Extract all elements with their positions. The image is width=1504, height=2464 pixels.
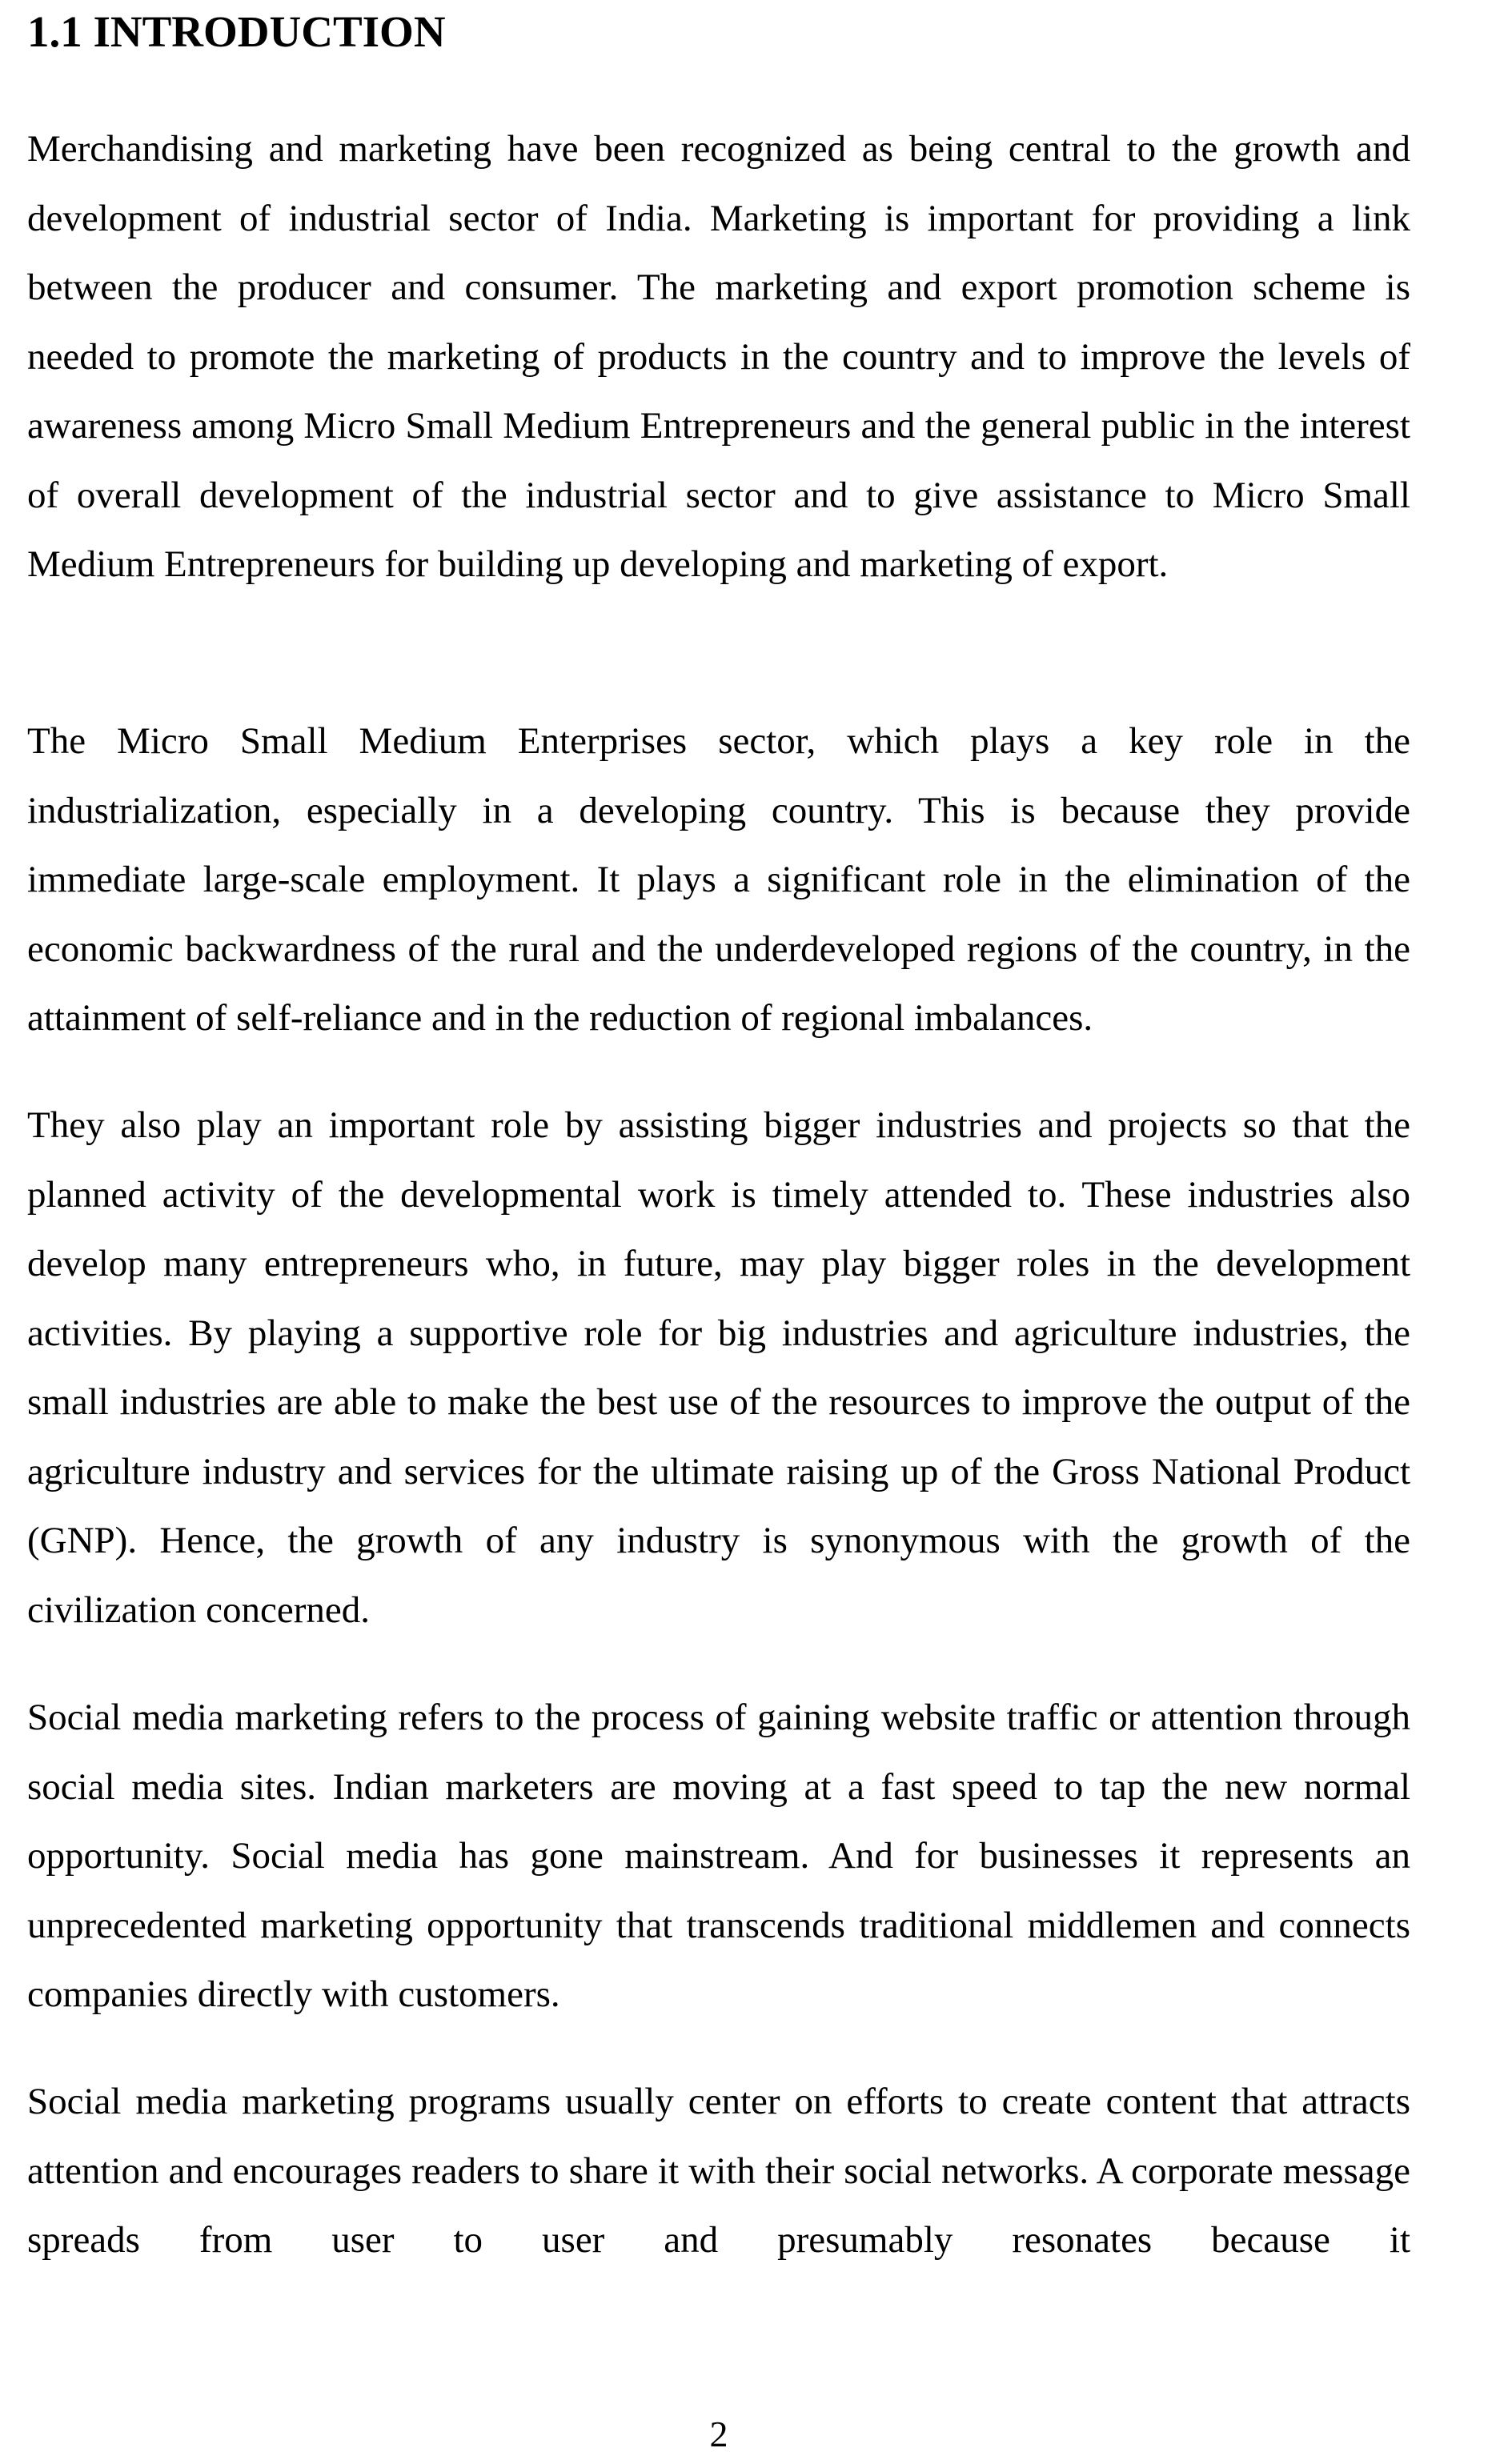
paragraph-merchandising: Merchandising and marketing have been recognized as being central to the growth and development of industrial sector of India. Marketing is important for providing a link between the producer and consumer. The marketing and export promotion scheme is needed to promote the marketing of products in the country and to improve the levels of awareness among Micro Small Medium Entrepreneurs and the general public in the interest of overall development of the industrial sector and to give assistance to Micro Small Medium Entrepreneurs for building up developing and marketing of export. (27, 128, 1410, 585)
paragraph-msme-sector: The Micro Small Medium Enterprises sector, which plays a key role in the industrialization, especially in a developing country. This is because they provide immediate large-scale employment. It plays a significant role in the elimination of the economic backwardness of the rural and the underdeveloped regions of the country, in the attainment of self-reliance and in the reduction of regional imbalances. (27, 720, 1410, 1039)
page-number: 2 (709, 2414, 728, 2454)
paragraph-social-media-marketing: Social media marketing refers to the process of gaining website traffic or attention through social media sites. Indian marketers are moving at a fast speed to tap the new normal opportunity. Social media has gone mainstream. And for businesses it represents an unprecedented marketing opportunity that transcends traditional middlemen and connects companies directly with customers. (27, 1697, 1410, 2015)
paragraph-smm-programs: Social media marketing programs usually center on efforts to create content that attracts attention and encourages readers to share it with their social networks. A corporate message spreads from user to user and presumably resonates because it (27, 2081, 1410, 2261)
section-heading: 1.1 INTRODUCTION (27, 7, 446, 56)
paragraph-supporting-role: They also play an important role by assisting bigger industries and projects so that the planned activity of the developmental work is timely attended to. These industries also develop many entrepreneurs who, in future, may play bigger roles in the development activities. By playing a supportive role for big industries and agriculture industries, the small industries are able to make the best use of the resources to improve the output of the agriculture industry and services for the ultimate raising up of the Gross National Product (GNP). Hence, the growth of any industry is synonymous with the growth of the civilization concerned. (27, 1104, 1410, 1631)
